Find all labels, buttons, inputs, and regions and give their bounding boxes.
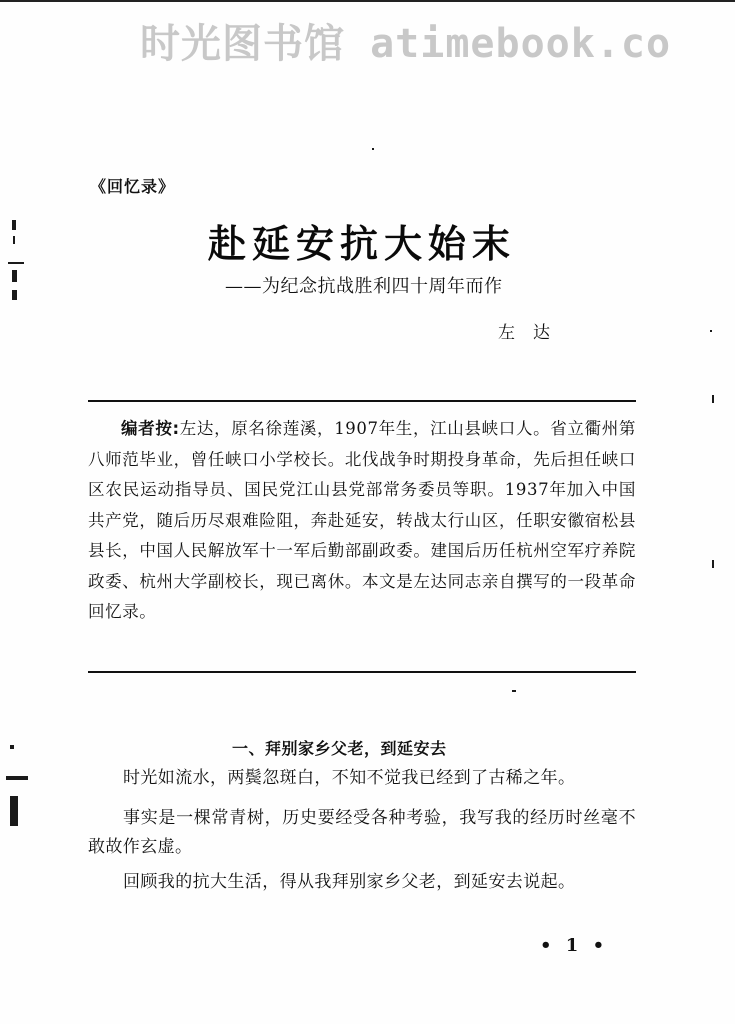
- section-tag: 《回忆录》: [90, 177, 176, 196]
- editor-note-bottom-rule: [88, 671, 636, 673]
- scan-speck: [712, 395, 714, 403]
- scan-speck: [712, 560, 714, 568]
- binding-mark: [10, 796, 18, 826]
- binding-mark: [13, 236, 15, 244]
- author-name: 左达: [498, 323, 568, 343]
- editor-note-top-rule: [88, 400, 636, 402]
- article-subtitle: ——为纪念抗战胜利四十周年而作: [225, 276, 503, 297]
- page-number: • 1 •: [540, 935, 609, 956]
- binding-mark: [12, 220, 16, 230]
- editor-note-lead: 编者按:: [121, 419, 180, 438]
- binding-mark: [12, 290, 17, 300]
- scan-speck: [710, 330, 712, 332]
- body-paragraph: 回顾我的抗大生活，得从我拜别家乡父老，到延安去说起。: [123, 872, 576, 892]
- binding-mark: [8, 262, 24, 264]
- editor-note: [88, 414, 636, 628]
- body-paragraph: 事实是一棵常青树，历史要经受各种考验，我写我的经历时丝毫不敢故作玄虚。: [88, 808, 636, 857]
- body-paragraph: 时光如流水，两鬓忽斑白，不知不觉我已经到了古稀之年。: [123, 768, 576, 788]
- binding-mark: [12, 270, 17, 282]
- article-title: 赴延安抗大始末: [208, 222, 517, 266]
- binding-mark: [6, 776, 28, 780]
- scan-speck: [372, 148, 374, 150]
- binding-mark: [10, 745, 14, 749]
- scan-speck: [512, 690, 516, 692]
- editor-note-text: 左达，原名徐莲溪，1907年生，江山县峡口人。省立衢州第八师范毕业，曾任峡口小学校长。北伐战争时期投身革命，先后担任峡口区农民运动指导员、国民党江山县党部常务委员等职。1937年加入中国共产党，随后历尽艰难险阻，奔赴延安，转战太行山区，任职安徽宿松县县长，中国人民解放军十一军后勤部副政委。建国后历任杭州空军疗养院政委、杭州大学副校长，现已离休。本文是左达同志亲自撰写的一段革命回忆录。: [88, 419, 636, 621]
- watermark: 时光图书馆 atimebook.co: [140, 21, 672, 67]
- chapter-heading: 一、拜别家乡父老，到延安去: [232, 739, 447, 758]
- top-border-line: [0, 0, 735, 2]
